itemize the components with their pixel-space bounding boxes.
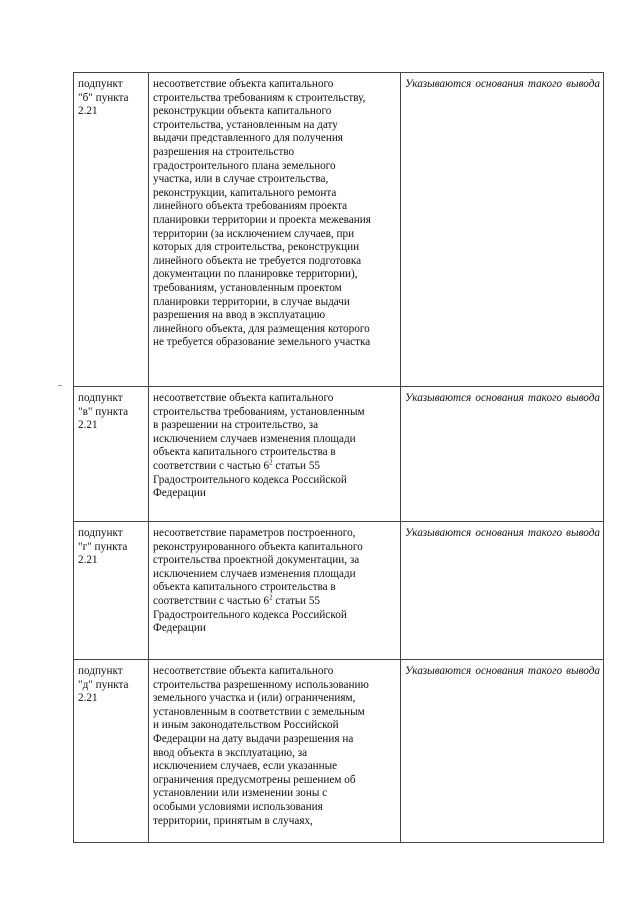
clause-reference: подпункт "в" пункта 2.21 <box>74 387 149 522</box>
refusal-grounds-table <box>73 72 604 843</box>
refusal-condition: несоответствие объекта капитального строительства требованиям, установленным в разрешении на строительство, за исключением случаев изменения площади объекта капитального строительства в соответствии с частью $6^2$ статьи 55 Градостроительного кодекса Российской Федерации <box>149 387 401 522</box>
note-text: Указываются основания такого вывода <box>401 387 604 522</box>
table-row <box>74 522 604 660</box>
note-text: Указываются основания такого вывода <box>401 660 604 843</box>
note-text: Указываются основания такого вывода <box>401 73 604 387</box>
refusal-condition: несоответствие объекта капитального строительства требованиям к строительству, реконструкции объекта капитального строительства, установленным на дату выдачи представленного для получения разрешения на строительство градостроительного плана земельного участка, или в случае строительства, реконструкции, капитального ремонта линейного объекта требованиям проекта планировки территории и проекта межевания территории (за исключением случаев, при которых для строительства, реконструкции линейного объекта не требуется подготовка документации по планировке территории), требованиям, установленным проектом планировки территории, в случае выдачи разрешения на ввод в эксплуатацию линейного объекта, для размещения которого не требуется образование земельного участка <box>149 73 401 387</box>
table-row <box>74 387 604 522</box>
refusal-condition: несоответствие параметров построенного, реконструированного объекта капитального строительства проектной документации, за исключением случаев изменения площади объекта капитального строительства в соответствии с частью $6^2$ статьи 55 Градостроительного кодекса Российской Федерации <box>149 522 401 660</box>
margin-mark <box>58 385 62 386</box>
refusal-condition: несоответствие объекта капитального строительства разрешенному использованию земельного участка и (или) ограничениям, установленным в соответствии с земельным и иным законодательством Российской Федерации на дату выдачи разрешения на ввод объекта в эксплуатацию, за исключением случаев, если указанные ограничения предусмотрены решением об установлении или изменении зоны с особыми условиями использования территории, принятым в случаях, <box>149 660 401 843</box>
table-row <box>74 660 604 843</box>
clause-reference: подпункт "б" пункта 2.21 <box>74 73 149 387</box>
table-row <box>74 73 604 387</box>
note-text: Указываются основания такого вывода <box>401 522 604 660</box>
clause-reference: подпункт "д" пункта 2.21 <box>74 660 149 843</box>
clause-reference: подпункт "г" пункта 2.21 <box>74 522 149 660</box>
